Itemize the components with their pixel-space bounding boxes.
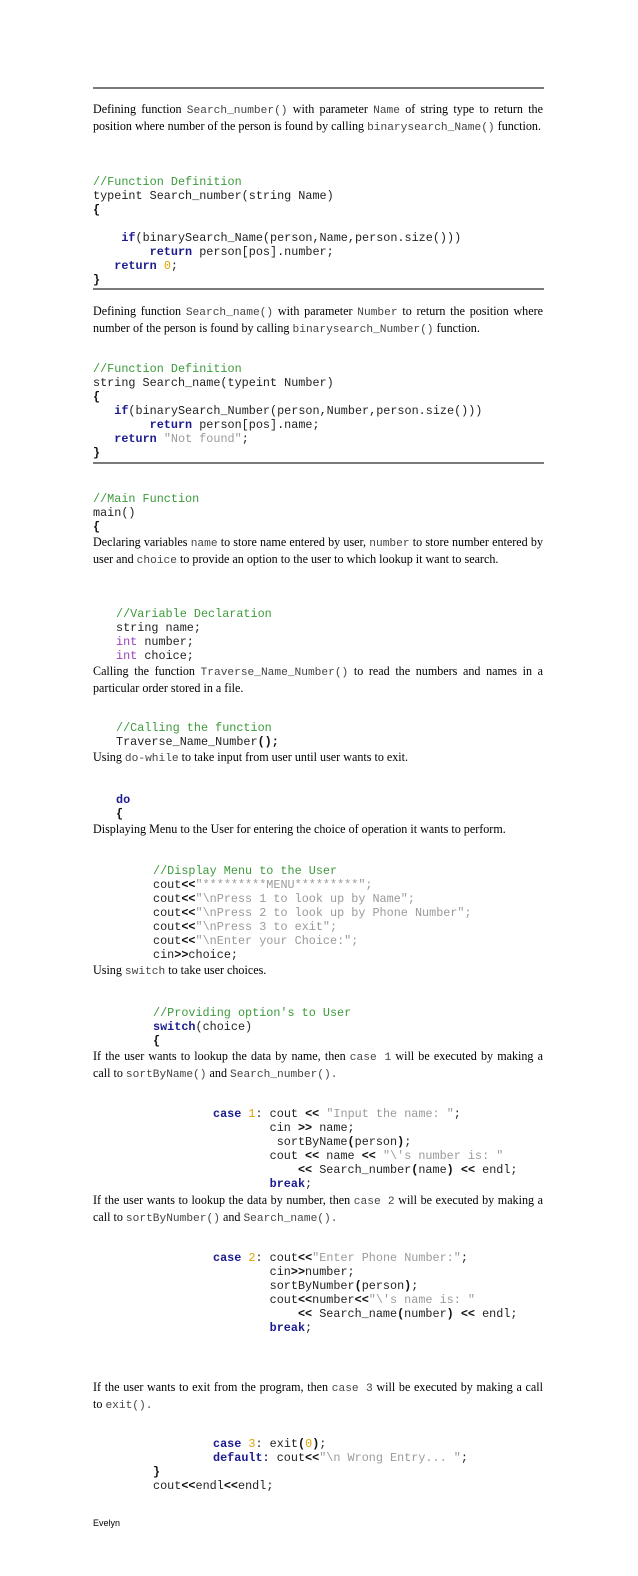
do-code: do { (116, 793, 131, 821)
rule-3 (93, 462, 544, 464)
search-name-description: Defining function Search_name() with parameter Number to return the position where number of the person is found by calling binarysearch_Number() function. (93, 304, 543, 336)
rule-2 (93, 288, 544, 290)
case3-code: case 3: exit(0); default: cout<<"\n Wrong Entry... "; (213, 1437, 468, 1465)
main-header-code: //Main Function main() { (93, 492, 200, 534)
case1-code: case 1: cout << "Input the name: "; cin >> name; sortByName(person); cout << name << "\'s number is: " << Search_number(name) << endl; break; (213, 1107, 518, 1191)
case2-code: case 2: cout<<"Enter Phone Number:"; cin>>number; sortByNumber(person); cout<<number<<"\'s name is: " << Search_name(number) << endl; break; (213, 1251, 518, 1335)
search-number-description: Defining function Search_number() with parameter Name of string type to return the position where number of the person is found by calling binarysearch_Name() function. (93, 102, 543, 134)
menu-description: Displaying Menu to the User for entering the choice of operation it wants to perform. (93, 822, 506, 836)
switch-code: //Providing option's to User switch(choice) { (153, 1006, 352, 1048)
top-rule (93, 87, 544, 89)
case1-description: If the user wants to lookup the data by name, then case 1 will be executed by making a call to sortByName() and Search_number(). (93, 1049, 543, 1081)
search-name-code: //Function Definition string Search_name(typeint Number) { if(binarySearch_Number(person,Number,person.size())) return person[pos].name; return "Not found"; } (93, 362, 483, 460)
menu-code: //Display Menu to the User cout<<"*********MENU*********"; cout<<"\nPress 1 to look up by Name"; cout<<"\nPress 2 to look up by Phone Number"; cout<<"\nPress 3 to exit"; cout<<"\nEnter your Choice:"; cin>>choice; (153, 864, 472, 962)
search-number-code: //Function Definition typeint Search_number(string Name) { if(binarySearch_Name(person,Name,person.size())) return person[pos].number; return 0; } (93, 175, 462, 287)
case2-description: If the user wants to lookup the data by number, then case 2 will be executed by making a call to sortByNumber() and Search_name(). (93, 1193, 543, 1225)
switch-close-code: } cout<<endl<<endl; (153, 1465, 274, 1493)
footer-author: Evelyn (93, 1518, 121, 1528)
call-description: Calling the function Traverse_Name_Number() to read the numbers and names in a particular order stored in a file. (93, 664, 543, 695)
vars-description: Declaring variables name to store name entered by user, number to store number entered by user and choice to provide an option to the user to which lookup it want to search. (93, 535, 543, 567)
case3-description: If the user wants to exit from the program, then case 3 will be executed by making a call to exit(). (93, 1380, 543, 1412)
switch-description: Using switch to take user choices. (93, 963, 267, 978)
do-description: Using do-while to take input from user until user wants to exit. (93, 750, 409, 765)
vars-code: //Variable Declaration string name; int number; int choice; (116, 607, 272, 663)
call-code: //Calling the function Traverse_Name_Number(); (116, 721, 279, 749)
